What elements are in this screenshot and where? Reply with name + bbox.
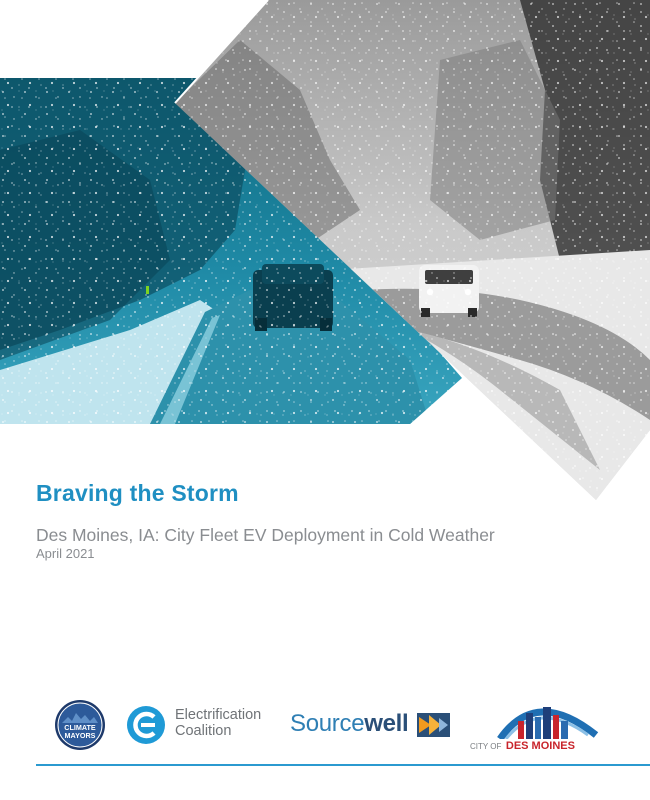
des-moines-skyline-icon <box>496 695 600 739</box>
electrification-coalition-icon <box>126 705 166 745</box>
ec-line2: Coalition <box>175 723 232 739</box>
title-block <box>36 478 636 562</box>
sourcewell-part2: well <box>364 710 409 737</box>
des-moines-prefix: CITY OF <box>470 742 502 751</box>
electrification-coalition-logo <box>126 704 286 746</box>
climate-mayors-line1: CLIMATE <box>64 723 96 732</box>
partner-logos <box>0 690 650 760</box>
report-title: Braving the Storm <box>36 480 239 506</box>
sourcewell-arrow-icon <box>417 713 450 737</box>
des-moines-name: DES MOINES <box>505 740 575 752</box>
report-date: April 2021 <box>36 546 95 561</box>
ec-line1: Electrification <box>175 707 262 723</box>
climate-mayors-line2: MAYORS <box>64 731 96 740</box>
sourcewell-part1: Source <box>290 710 365 737</box>
city-of-des-moines-logo <box>470 695 600 753</box>
report-subtitle: Des Moines, IA: City Fleet EV Deployment in Cold Weather <box>36 525 495 545</box>
footer-rule <box>36 764 650 766</box>
sourcewell-logo <box>290 709 455 741</box>
climate-mayors-logo <box>54 699 106 751</box>
